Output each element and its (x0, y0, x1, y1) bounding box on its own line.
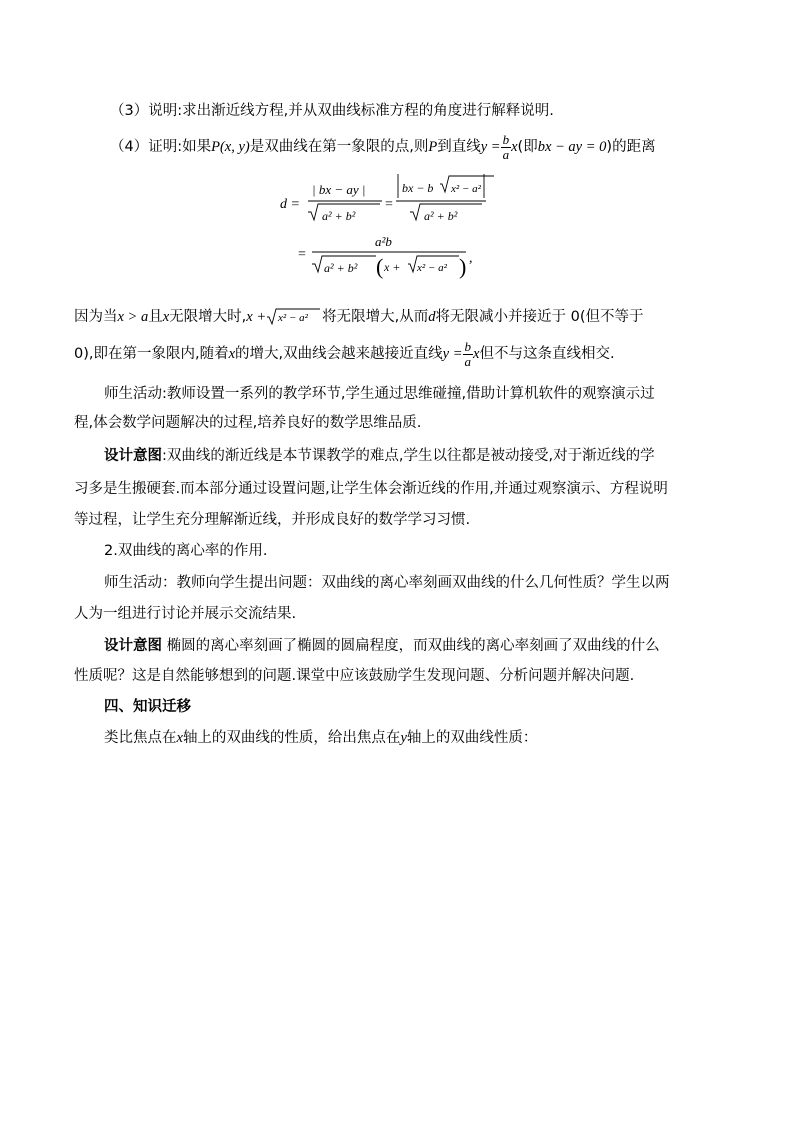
comma: , (469, 251, 473, 266)
reason-c: 无限增大时, (169, 309, 247, 325)
activity-1-line-2 (74, 407, 722, 440)
reason-f: 0),即在第一象限内,随着 (74, 346, 229, 362)
cond-x-gt-a: x > a (117, 309, 149, 325)
eq-1: = (385, 197, 393, 212)
item-4-prefix: （4）证明:如果 (110, 139, 212, 155)
x-var-4: x (473, 346, 480, 362)
d-eq: d = (280, 197, 300, 212)
activity-1-text-1: 师生活动:教师设置一系列的教学环节,学生通过思维碰撞,借助计算机软件的观察演示过 (104, 386, 655, 402)
fraction-b-over-a (501, 133, 512, 162)
expr-x-plus: x + (246, 309, 267, 325)
item-4 (110, 131, 730, 164)
item-3-text: （3）说明:求出渐近线方程,并从双曲线标准方程的角度进行解释说明. (110, 103, 554, 119)
reason-h: 但不与这条直线相交. (479, 346, 615, 362)
intent-1-line-2 (74, 473, 722, 506)
paren-close: ) (606, 139, 613, 155)
point-p: P(x, y) (211, 139, 250, 155)
intent-2-line-1 (104, 630, 724, 663)
paren-open: (即 (517, 139, 538, 155)
frac-den: a (502, 146, 510, 162)
x2a2-2: x² − a² (417, 262, 447, 274)
x-var-2: x (162, 309, 170, 325)
reason-e: 将无限减小并接近于 0(但不等于 (435, 309, 644, 325)
activity-1-text-2: 程,体会数学问题解决的过程,培养良好的数学思维品质. (74, 415, 422, 431)
x-var-3: x (228, 346, 236, 362)
paren-l: ( (376, 254, 384, 279)
intent-2-line-2 (74, 660, 722, 693)
intent-2-label: 设计意图 (104, 638, 162, 654)
x-var: x (511, 139, 518, 155)
item-4-mid2: 到直线 (437, 139, 481, 155)
paren-r: ) (459, 254, 467, 279)
intent-1-line-3 (74, 504, 722, 537)
analogy-b: 轴上的双曲线的性质，给出焦点在 (182, 730, 401, 746)
analogy-line (104, 722, 752, 755)
line-lhs-2: y = (442, 346, 463, 362)
sqrt-expr (266, 307, 322, 325)
frac-den-2: a (464, 353, 472, 369)
activity-2-text-2: 人为一组进行讨论并展示交流结果. (74, 606, 297, 622)
reason-b: 且 (148, 309, 163, 325)
p-label: P (428, 139, 438, 155)
analogy-x: x (176, 730, 183, 746)
activity-2-line-1 (104, 567, 724, 600)
frac-num: b (502, 131, 510, 147)
item-3 (110, 95, 758, 128)
d-var: d (428, 309, 436, 325)
item-4-suffix: 的距离 (612, 139, 656, 155)
frac-num-2: b (464, 338, 472, 354)
sqrt-expr-text: x² − a² (278, 312, 309, 324)
intent-1-label: 设计意图 (104, 448, 162, 464)
num-a2b: a²b (375, 234, 392, 249)
reason-line-1 (74, 301, 722, 334)
abs-sub: bx − b (402, 181, 434, 195)
reason-g: 的增大,双曲线会越来越接近直线 (235, 346, 443, 362)
implicit-line: bx − ay = 0 (537, 139, 607, 155)
activity-2-text-1: 师生活动：教师向学生提出问题：双曲线的离心率刻画双曲线的什么几何性质？学生以两 (104, 575, 670, 591)
analogy-y: y (400, 730, 407, 746)
item-4-mid1: 是双曲线在第一象限的点,则 (249, 139, 429, 155)
den-2: a² + b² (424, 209, 458, 223)
analogy-c: 轴上的双曲线性质： (406, 730, 538, 746)
section-4-title (104, 691, 752, 724)
intent-2-text-1: 椭圆的离心率刻画了椭圆的圆扁程度，而双曲线的离心率刻画了双曲线的什么 (166, 638, 660, 654)
abs-bx-ay: | bx − ay | (312, 182, 366, 197)
reason-d: 将无限增大,从而 (322, 309, 429, 325)
intent-1-line-1 (104, 440, 724, 473)
distance-formula (270, 170, 510, 290)
fraction-b-over-a-2 (463, 340, 474, 369)
den-3b: x + (384, 260, 401, 274)
reason-line-2 (74, 338, 722, 371)
section-2-text: 2.双曲线的离心率的作用. (104, 543, 268, 559)
den-1: a² + b² (322, 209, 356, 223)
intent-2-text-2: 性质呢？这是自然能够想到的问题.课堂中应该鼓励学生发现问题、分析问题并解决问题. (74, 668, 635, 684)
reason-a: 因为当 (74, 309, 118, 325)
activity-2-line-2 (74, 598, 722, 631)
intent-1-text-3: 等过程，让学生充分理解渐近线，并形成良好的数学学习习惯. (74, 512, 471, 528)
section-4-text: 四、知识迁移 (104, 699, 191, 715)
section-2-title (104, 535, 752, 568)
intent-1-text-1: :双曲线的渐近线是本节课教学的难点,学生以往都是被动接受,对于渐近线的学 (162, 448, 655, 464)
line-lhs: y = (480, 139, 501, 155)
intent-1-text-2: 习多是生搬硬套.而本部分通过设置问题,让学生体会渐近线的作用,并通过观察演示、方程说明 (74, 481, 668, 497)
eq-2: = (298, 247, 306, 262)
analogy-a: 类比焦点在 (104, 730, 177, 746)
x2a2-1: x² − a² (451, 183, 481, 195)
den-3a: a² + b² (324, 261, 358, 275)
